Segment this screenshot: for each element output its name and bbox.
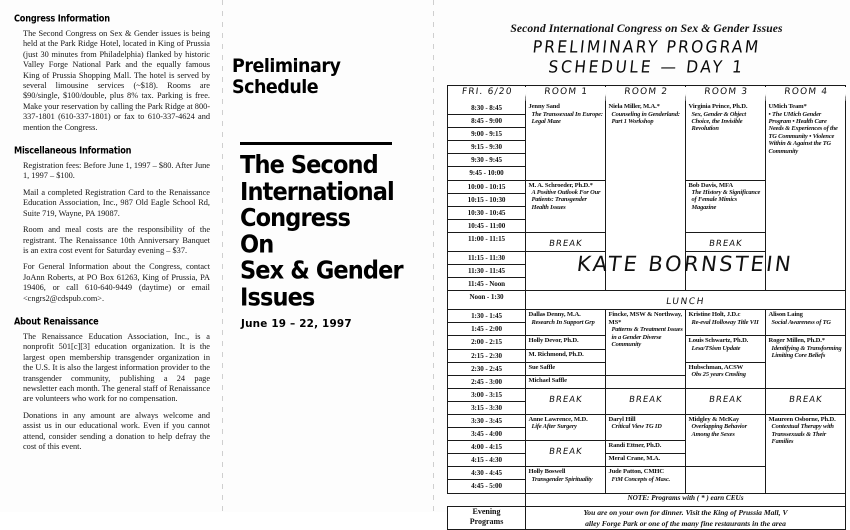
session-room1-afternoon-2: [526, 336, 606, 349]
session-title: Identifying & Transforming Limiting Core Beliefs: [771, 344, 842, 360]
schedule-masthead: Second International Congress on Sex & Gender Issues: [510, 22, 783, 35]
session-room1-afternoon-4: [526, 362, 606, 375]
evening-text-line1: You are on your own for dinner. Visit the King of Prussia Mall, V: [583, 507, 788, 517]
session-room3-morning-1: [686, 102, 766, 181]
table-row: [448, 291, 846, 310]
session-room3-morning-2: [686, 180, 766, 232]
title-line: Sex & Gender: [240, 255, 403, 285]
session-title: A Positive Outlook For Our Patients: Transgender Health Issues: [531, 189, 601, 211]
session-room1-afternoon-7: [526, 467, 606, 493]
session-title: Research In Support Grp: [531, 318, 595, 326]
time-slot: 3:15 - 3:30: [448, 401, 526, 414]
session-presenter: Hubschman, ACSW: [688, 363, 744, 371]
session-presenter: Alison Laing: [768, 311, 803, 319]
session-room1-afternoon-5: [526, 375, 606, 388]
time-slot: 3:30 - 3:45: [448, 414, 526, 427]
time-slot: 2:45 - 3:00: [448, 375, 526, 388]
break-room1: [526, 232, 606, 251]
session-room1-morning-2: [526, 180, 606, 232]
time-slot: 11:00 - 11:15: [448, 232, 526, 251]
lunch-label: LUNCH: [665, 297, 706, 308]
paragraph: For General Information about the Congress, contact JoAnn Roberts, at PO Box 61263, King of Prussia, PA 19406, or call 610-640-9449 (daytime) or email <cngrs2@cdspub.com>.: [23, 262, 210, 303]
session-title: FtM Concepts of Masc.: [611, 475, 671, 483]
session-room4-afternoon-3: [766, 414, 846, 493]
session-title: Counseling in Genderland: Part 1 Workshop: [611, 110, 680, 125]
time-slot: Noon - 1:30: [448, 291, 526, 310]
break-room1-afternoon: [526, 388, 606, 414]
session-room1-afternoon-3: [526, 349, 606, 362]
session-presenter: Sue Saffle: [528, 363, 556, 371]
time-slot: 11:45 - Noon: [448, 278, 526, 291]
time-slot: 10:00 - 10:15: [448, 180, 526, 193]
time-slot: 1:45 - 2:00: [448, 323, 526, 336]
time-slot: 2:15 - 2:30: [448, 349, 526, 362]
session-presenter: Fincke, MSW & Northway, MS*: [608, 311, 683, 326]
column-header-room-4: ROOM 4: [765, 86, 847, 102]
center-panel: [232, 0, 428, 512]
session-presenter: Bob Davis, MFA: [688, 181, 733, 189]
time-slot: 10:15 - 10:30: [448, 193, 526, 206]
paragraph: Registration fees: Before June 1, 1997 – $80. After June 1, 1997 – $100.: [23, 161, 210, 181]
table-row: [448, 414, 846, 427]
session-room2-afternoon-3: [606, 441, 686, 454]
column-header-room-1: ROOM 1: [525, 86, 607, 102]
time-slot: 2:00 - 2:15: [448, 336, 526, 349]
session-presenter: Roger Millen, Ph.D.*: [768, 337, 825, 345]
title-line: International: [240, 176, 394, 206]
session-presenter: Anne Lawrence, M.D.: [528, 415, 588, 423]
session-title: Life After Surgery: [531, 423, 577, 431]
table-row: [448, 493, 846, 506]
section-heading-congress-information: Congress Information: [14, 11, 110, 24]
break-room3: [686, 232, 766, 251]
session-room2-afternoon-4: [606, 454, 686, 467]
paragraph: Mail a completed Registration Card to the Renaissance Education Association, Inc., 987 Old Eagle School Rd, Suite 719, Wayne, PA 19087.: [23, 187, 210, 218]
note-spacer: [448, 493, 526, 506]
time-slot: 10:30 - 10:45: [448, 206, 526, 219]
title-divider-rule: [240, 142, 392, 145]
time-slot: 11:30 - 11:45: [448, 265, 526, 278]
session-room4-afternoon-1: [766, 310, 846, 336]
session-title: • The UMich Gender Program • Health Care Needs & Experiences of the TG Community • Violence Within & Against the TG Community: [768, 110, 838, 155]
session-presenter: Kristine Holt, J.D.c: [688, 311, 741, 319]
session-presenter: Holly Boswell: [528, 468, 566, 476]
break-label: BREAK: [788, 394, 823, 405]
time-slot: 8:30 - 8:45: [448, 102, 526, 115]
lunch-row: [526, 291, 846, 310]
session-presenter: Niela Miller, M.A.*: [608, 103, 660, 110]
session-title: The History & Significance of Female Mimics Magazine: [691, 189, 761, 211]
session-room2-afternoon-2: [606, 414, 686, 440]
break-label: BREAK: [548, 238, 583, 249]
session-presenter: Jenny Sand: [528, 103, 560, 110]
handwritten-schedule-day: SCHEDULE — DAY 1: [547, 57, 746, 77]
break-label: BREAK: [708, 394, 743, 405]
session-title: The Transsexual In Europe: Legal Maze: [531, 110, 603, 125]
paragraph: The Second Congress on Sex & Gender issues is being held at the Park Ridge Hotel, located in King of Prussia (just 30 minutes from Philadelphia) flanked by historic Valley Forge National Park and the equally famous King of Prussia Shopping Mall. The hotel is served by several limousine services (~$18). Rooms are $90/single, $100/double, plus 8% tax. Parking is free. Make your reservation by calling the Park Ridge at 800-337-1801 (610-337-1801) or fax to 610-337-4624 and mention the Congress.: [23, 29, 210, 132]
column-header-room-3: ROOM 3: [685, 86, 767, 102]
evening-label-line2: Programs: [469, 516, 504, 526]
keynote-session: [526, 251, 846, 290]
session-title: Sex, Gender & Object Choice, the Invisible Revolution: [691, 110, 747, 133]
section-heading-miscellaneous-information: Miscellaneous Information: [14, 143, 132, 157]
time-slot: 10:45 - 11:00: [448, 219, 526, 232]
session-room3-afternoon-3: [686, 362, 766, 388]
session-presenter: M. Richmond, Ph.D.: [528, 350, 584, 358]
time-slot: 3:45 - 4:00: [448, 428, 526, 441]
evening-text-line2: alley Forge Park or one of the many fine restaurants in the area: [585, 518, 786, 528]
brochure-main-title: [240, 150, 428, 312]
session-room1-afternoon-6: [526, 414, 606, 440]
evening-programs-label: [448, 506, 526, 529]
break-label: BREAK: [628, 394, 663, 405]
section-body-about-renaissance: [23, 332, 210, 452]
session-room3-afternoon-2: [686, 336, 766, 362]
session-room3-afternoon-empty: [686, 467, 766, 493]
time-slot: 4:45 - 5:00: [448, 480, 526, 493]
paragraph: Room and meal costs are the responsibility of the registrant. The Renaissance 10th Anniversary Banquet is an extra cost event for Saturday evening – $37.: [23, 225, 210, 255]
break-room2-afternoon: [606, 388, 686, 414]
session-title: Social Awareness of TG: [771, 318, 831, 326]
table-row: [448, 388, 846, 401]
session-title: Overlapping Behavior Among the Sexes: [691, 423, 747, 438]
time-slot: 9:15 - 9:30: [448, 141, 526, 154]
table-header-row: [448, 86, 846, 102]
session-room3-afternoon-4: [686, 414, 766, 466]
time-slot: 9:30 - 9:45: [448, 154, 526, 167]
evening-programs-text: [526, 506, 846, 529]
session-presenter: Maureen Osborne, Ph.D.: [768, 415, 836, 423]
evening-label-line1: Evening: [472, 506, 501, 516]
left-panel: [0, 0, 222, 512]
session-room4-afternoon-2: [766, 336, 846, 388]
session-presenter: Jude Patton, CMHC: [608, 468, 665, 476]
congress-dates: June 19 – 22, 1997: [241, 317, 352, 330]
session-title: Critical View TG ID: [611, 423, 662, 431]
title-line: The Second: [240, 150, 378, 180]
paragraph: Donations in any amount are always welcome and assist us in our educational work. Even if you cannot attend, consider sending a donation to help defray the cost of this event.: [23, 410, 210, 451]
break-room4-afternoon: [766, 388, 846, 414]
session-presenter: Michael Saffle: [528, 376, 567, 384]
session-presenter: Meral Crane, M.A.: [608, 455, 660, 463]
time-slot: 8:45 - 9:00: [448, 115, 526, 128]
table-row: [448, 506, 846, 529]
session-room1-afternoon-1: [526, 310, 606, 336]
session-presenter: Randi Ettner, Ph.D.: [608, 442, 662, 450]
session-title: Contextual Therapy with Transsexuals & Their Families: [771, 423, 834, 446]
session-presenter: UMich Team*: [768, 103, 807, 110]
session-title: Transgender Spirituality: [531, 475, 593, 483]
title-line: Congress: [240, 202, 351, 233]
schedule-table: [447, 85, 846, 530]
session-room2-afternoon-5: [606, 467, 686, 493]
title-line: On: [240, 229, 274, 259]
session-title: Obs 25 years Cmsling: [691, 371, 746, 379]
time-slot: 9:45 - 10:00: [448, 167, 526, 180]
table-row: [448, 251, 846, 264]
session-room3-afternoon-1: [686, 310, 766, 336]
session-presenter: Midgley & McKay: [688, 415, 739, 423]
time-slot: 9:00 - 9:15: [448, 128, 526, 141]
session-title: Patterns & Treatment Issues in a Gender Diverse Community: [611, 326, 683, 349]
time-slot: 4:00 - 4:15: [448, 441, 526, 454]
time-slot: 3:00 - 3:15: [448, 388, 526, 401]
session-presenter: Holly Devor, Ph.D.: [528, 337, 579, 345]
ceu-note: NOTE: Programs with ( * ) earn CEUs: [526, 493, 846, 506]
section-body-congress-information: [23, 29, 210, 133]
keynote-speaker-name: KATE BORNSTEIN: [575, 251, 796, 276]
fold-line-left: [222, 0, 223, 512]
session-presenter: Louis Schwartz, Ph.D.: [688, 337, 749, 345]
session-presenter: Daryl Hill: [608, 415, 636, 423]
title-line: Issues: [240, 281, 315, 312]
preliminary-schedule-heading: Preliminary Schedule: [232, 56, 341, 99]
column-header-day: FRI. 6/20: [447, 86, 527, 102]
right-panel: [443, 0, 850, 528]
break-label: BREAK: [548, 394, 583, 405]
time-slot: 1:30 - 1:45: [448, 310, 526, 323]
session-title: Lesa/TSism Update: [691, 344, 741, 352]
session-presenter: M. A. Schroeder, Ph.D.*: [528, 181, 593, 189]
session-presenter: Virginia Prince, Ph.D.: [688, 103, 748, 110]
session-room2-afternoon-1: [606, 310, 686, 375]
table-row: [448, 310, 846, 323]
session-title: Re-eval Holloway Title VII: [691, 318, 759, 326]
break-room3-afternoon: [686, 388, 766, 414]
column-header-room-2: ROOM 2: [605, 86, 687, 102]
fold-line-right: [433, 0, 434, 512]
time-slot: 2:30 - 2:45: [448, 362, 526, 375]
time-slot: 4:15 - 4:30: [448, 454, 526, 467]
section-body-miscellaneous-information: [23, 161, 210, 304]
break-room1-late: [526, 441, 606, 467]
handwritten-preliminary-program: PRELIMINARY PROGRAM: [531, 37, 762, 57]
time-slot: 4:30 - 4:45: [448, 467, 526, 480]
break-label: BREAK: [708, 238, 743, 249]
session-room1-morning-1: [526, 102, 606, 181]
paragraph: The Renaissance Education Association, Inc., is a nonprofit 501[c][3] education organization. It is the largest open membership transgender organization in the U.S. It is also the largest information provider to the transgender community, publishing a 24 page newsletter each month. The general staff of Renaissance are volunteers who work for no compensation.: [23, 331, 210, 404]
break-label: BREAK: [548, 447, 583, 458]
section-heading-about-renaissance: About Renaissance: [14, 314, 99, 327]
time-slot: 11:15 - 11:30: [448, 251, 526, 264]
table-row: [448, 102, 846, 115]
session-presenter: Dallas Denny, M.A.: [528, 311, 581, 319]
